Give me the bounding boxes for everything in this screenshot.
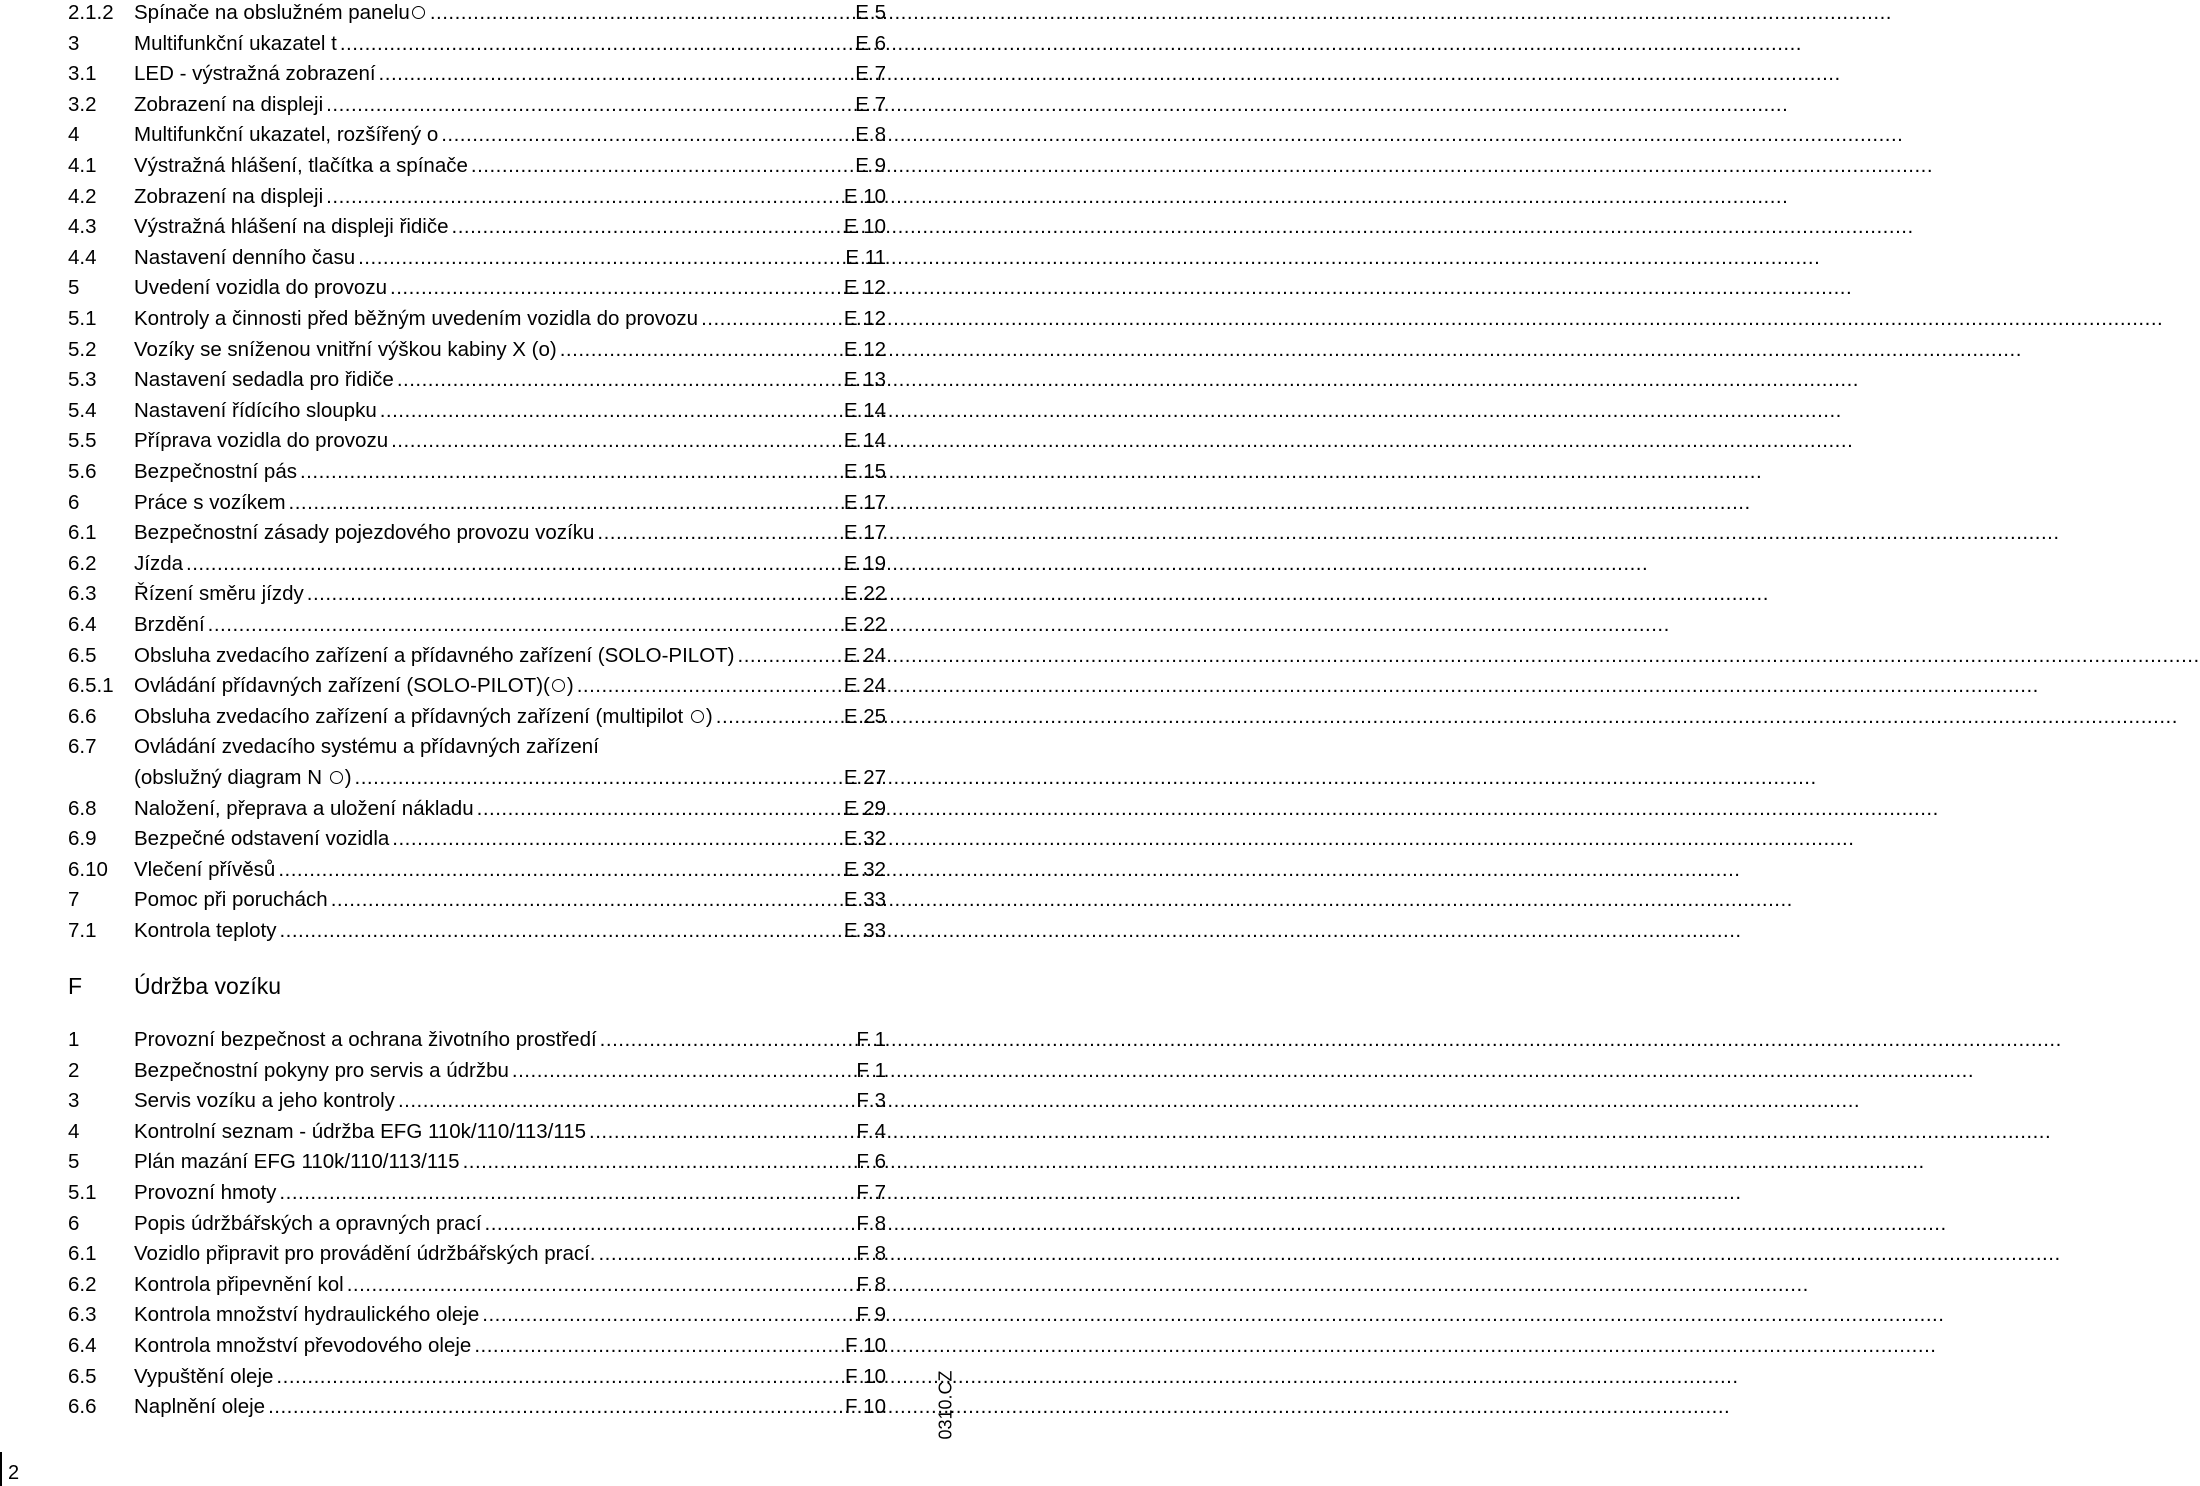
toc-entry[interactable] bbox=[68, 1145, 886, 1175]
toc-entry-page: E 25 bbox=[843, 705, 886, 728]
toc-entry-leader bbox=[331, 887, 841, 913]
toc-entry[interactable] bbox=[68, 1176, 886, 1206]
toc-entry-title bbox=[134, 1211, 482, 1237]
toc-entry-title-text: Brzdění bbox=[134, 613, 205, 636]
toc-entry-title-text: Obsluha zvedacího zařízení a přídavného zařízení (SOLO-PILOT) bbox=[134, 644, 735, 667]
toc-entry-leader bbox=[307, 581, 841, 607]
toc-entry-title bbox=[134, 1058, 509, 1084]
toc-entry-title-text: Naložení, přeprava a uložení nákladu bbox=[134, 797, 474, 820]
toc-entry[interactable] bbox=[68, 577, 886, 607]
toc-entry-title-text: Pomoc při poruchách bbox=[134, 888, 328, 911]
toc-entry-title-text: Servis vozíku a jeho kontroly bbox=[134, 1089, 395, 1112]
toc-entry-page: F 10 bbox=[844, 1334, 886, 1357]
toc-entry-number: 4.4 bbox=[68, 246, 97, 269]
toc-entry-title bbox=[134, 918, 276, 944]
toc-entry-title bbox=[134, 643, 735, 669]
option-circle-icon bbox=[412, 6, 425, 19]
toc-entry-number: 3 bbox=[68, 32, 80, 55]
toc-entry-number: 5.2 bbox=[68, 338, 97, 361]
toc-entry-page: E 12 bbox=[843, 276, 886, 299]
toc-entry-title-text: Kontrola připevnění kol bbox=[134, 1273, 344, 1296]
toc-entry-title-text: Zobrazení na displeji bbox=[134, 185, 324, 208]
toc-entry-number: 6.5.1 bbox=[68, 674, 114, 697]
toc-entry-leader bbox=[477, 796, 841, 822]
toc-entry-title bbox=[134, 0, 427, 26]
toc-entry-leader bbox=[289, 490, 841, 516]
toc-entry[interactable] bbox=[68, 363, 886, 393]
toc-entry-page: E 24 bbox=[843, 644, 886, 667]
toc-entry-page: E 32 bbox=[843, 858, 886, 881]
toc-entry-number: 6.3 bbox=[68, 1303, 97, 1326]
toc-entry-leader bbox=[512, 1058, 853, 1084]
toc-entry-title-text: Bezpečné odstavení vozidla bbox=[134, 827, 390, 850]
toc-entry-number: 2.1.2 bbox=[68, 1, 114, 24]
toc-entry-number: 5.1 bbox=[68, 307, 97, 330]
toc-entry-leader bbox=[430, 0, 852, 26]
section-letter: F bbox=[68, 973, 83, 999]
toc-entry-number: 6.6 bbox=[68, 705, 97, 728]
toc-entry-page: E 33 bbox=[843, 888, 886, 911]
toc-entry-title bbox=[134, 1272, 344, 1298]
toc-entry[interactable] bbox=[68, 0, 886, 26]
toc-entry-page: E 33 bbox=[843, 919, 886, 942]
toc-entry-title bbox=[134, 1302, 479, 1328]
toc-entry-leader bbox=[598, 1241, 853, 1267]
toc-entry-number: 6.6 bbox=[68, 1395, 97, 1418]
toc-entry-leader bbox=[379, 61, 853, 87]
toc-entry-title bbox=[134, 581, 304, 607]
toc-entry-title bbox=[134, 1149, 460, 1175]
section-title: Údržba vozíku bbox=[134, 973, 282, 999]
toc-entry[interactable] bbox=[68, 1023, 886, 1053]
toc-entry-leader bbox=[208, 612, 841, 638]
toc-entry-title-text: Nastavení sedadla pro řidiče bbox=[134, 368, 394, 391]
toc-entry-leader bbox=[701, 306, 841, 332]
toc-entry[interactable] bbox=[68, 241, 886, 271]
toc-entry-leader bbox=[392, 826, 841, 852]
toc-entry-leader bbox=[452, 214, 841, 240]
toc-entry[interactable] bbox=[68, 333, 886, 363]
toc-entry[interactable] bbox=[68, 394, 886, 424]
toc-entry-page: E 17 bbox=[843, 521, 886, 544]
toc-entry-title bbox=[134, 245, 355, 271]
toc-entry-number: 6.5 bbox=[68, 1365, 97, 1388]
toc-entry-title-text: Bezpečnostní zásady pojezdového provozu vozíku bbox=[134, 521, 595, 544]
toc-entry-number: 5.4 bbox=[68, 399, 97, 422]
toc-entry-page: E 29 bbox=[843, 797, 886, 820]
toc-entry[interactable] bbox=[68, 88, 886, 118]
toc-entry-page: E 11 bbox=[845, 246, 886, 269]
toc-entry-title bbox=[134, 459, 297, 485]
toc-entry[interactable] bbox=[68, 271, 886, 301]
toc-entry-leader bbox=[347, 1272, 854, 1298]
toc-entry-leader bbox=[560, 337, 841, 363]
toc-entry[interactable] bbox=[68, 180, 886, 210]
toc-entry[interactable] bbox=[68, 118, 886, 148]
page-number-text: 2 bbox=[8, 1462, 20, 1484]
toc-entry-title bbox=[134, 92, 323, 118]
toc-entry-title bbox=[134, 796, 474, 822]
toc-entry-leader bbox=[474, 1333, 842, 1359]
toc-entry-number: 6.4 bbox=[68, 613, 97, 636]
toc-entry[interactable] bbox=[68, 914, 886, 944]
toc-entry-title-text: Vozíky se sníženou vnitřní výškou kabiny X (o) bbox=[134, 338, 557, 361]
toc-entry-number: 6.2 bbox=[68, 552, 97, 575]
toc-entry-number: 6.8 bbox=[68, 797, 97, 820]
toc-entry-title bbox=[134, 1364, 273, 1390]
toc-entry-title bbox=[134, 826, 389, 852]
toc-entry-title-text: Výstražná hlášení, tlačítka a spínače bbox=[134, 154, 468, 177]
toc-entry-page: E 10 bbox=[843, 185, 886, 208]
toc-entry-number: 6.1 bbox=[68, 1242, 97, 1265]
toc-entry[interactable] bbox=[68, 792, 886, 822]
toc-entry-number: 6 bbox=[68, 491, 80, 514]
toc-entry-leader bbox=[482, 1302, 853, 1328]
toc-entry-number: 3.2 bbox=[68, 93, 97, 116]
toc-entry[interactable] bbox=[68, 1268, 886, 1298]
toc-entry-title-text: Řízení směru jízdy bbox=[134, 582, 304, 605]
toc-entry-number: 6.1 bbox=[68, 521, 97, 544]
toc-entry-leader bbox=[471, 153, 852, 179]
toc-entry-leader bbox=[278, 857, 841, 883]
toc-entry-page: F 7 bbox=[856, 1181, 886, 1204]
toc-entry-page: F 8 bbox=[856, 1212, 886, 1235]
toc-entry-title bbox=[134, 1180, 276, 1206]
toc-entry-leader bbox=[380, 398, 841, 424]
toc-entry-page: E 15 bbox=[843, 460, 886, 483]
toc-entry-title-text: Kontrola množství převodového oleje bbox=[134, 1334, 472, 1357]
toc-entry-title bbox=[134, 551, 183, 577]
toc-entry-page: E 9 bbox=[855, 154, 886, 177]
document-code-text: 0310.CZ bbox=[935, 1370, 956, 1440]
toc-entry-title bbox=[134, 1241, 595, 1267]
toc-entry-leader bbox=[463, 1149, 854, 1175]
toc-entry-leader bbox=[326, 92, 852, 118]
toc-entry-number: 7.1 bbox=[68, 919, 97, 942]
toc-entry-leader bbox=[358, 245, 842, 271]
toc-entry-page: E 22 bbox=[843, 582, 886, 605]
toc-entry-title bbox=[134, 704, 713, 730]
toc-entry-leader bbox=[340, 31, 852, 57]
option-circle-icon bbox=[330, 771, 343, 784]
toc-entry-leader bbox=[600, 1027, 854, 1053]
toc-entry-page: F 8 bbox=[856, 1242, 886, 1265]
toc-entry-leader bbox=[391, 428, 841, 454]
toc-entry-title bbox=[134, 31, 337, 57]
toc-entry-leader bbox=[300, 459, 841, 485]
toc-entry-number: 3 bbox=[68, 1089, 80, 1112]
toc-entry[interactable] bbox=[68, 210, 886, 240]
toc-entry[interactable] bbox=[68, 1115, 886, 1145]
toc-entry-title bbox=[134, 673, 574, 699]
toc-entry-title bbox=[134, 398, 377, 424]
toc-entry-title-text: (obslužný diagram N bbox=[134, 766, 328, 789]
toc-entry-page: E 17 bbox=[843, 491, 886, 514]
toc-entry-title bbox=[134, 184, 323, 210]
toc-entry-number: 5 bbox=[68, 1150, 80, 1173]
toc-entry-title-text: Vozidlo připravit pro provádění údržbářských prací. bbox=[134, 1242, 596, 1265]
toc-entry-title bbox=[134, 122, 438, 148]
toc-entry[interactable] bbox=[68, 149, 886, 179]
toc-entry-number: 4.3 bbox=[68, 215, 97, 238]
toc-entry[interactable] bbox=[68, 1207, 886, 1237]
toc-entry[interactable] bbox=[68, 822, 886, 852]
toc-entry-page: E 7 bbox=[855, 93, 886, 116]
toc-entry-title bbox=[134, 275, 387, 301]
toc-entry-title-text: Ovládání přídavných zařízení (SOLO-PILOT)( bbox=[134, 674, 550, 697]
toc-entry-leader bbox=[589, 1119, 853, 1145]
toc-entry-number: 6.7 bbox=[68, 735, 97, 758]
toc-entry-title bbox=[134, 1394, 265, 1420]
toc-entry-title-text: Provozní bezpečnost a ochrana životního prostředí bbox=[134, 1028, 597, 1051]
toc-entry[interactable] bbox=[68, 302, 886, 332]
toc-entry[interactable] bbox=[68, 1054, 886, 1084]
toc-entry-number: 1 bbox=[68, 1028, 80, 1051]
toc-entry-title-text: Uvedení vozidla do provozu bbox=[134, 276, 387, 299]
toc-entry-number: 2 bbox=[68, 1059, 80, 1082]
toc-entry-title-text: Multifunkční ukazatel, rozšířený o bbox=[134, 123, 439, 146]
toc-entry-title-text: Nastavení řídícího sloupku bbox=[134, 399, 377, 422]
toc-entry-page: E 22 bbox=[843, 613, 886, 636]
toc-entry-number: 5.3 bbox=[68, 368, 97, 391]
toc-entry-number: 6.2 bbox=[68, 1273, 97, 1296]
document-code bbox=[930, 1365, 962, 1445]
toc-entry-number: 5.5 bbox=[68, 429, 97, 452]
toc-entry-title bbox=[134, 1333, 471, 1359]
toc-entry-page: F 10 bbox=[844, 1365, 886, 1388]
toc-entry-number: 6.5 bbox=[68, 644, 97, 667]
toc-entry[interactable] bbox=[68, 1390, 886, 1420]
toc-entry[interactable] bbox=[68, 1084, 886, 1114]
toc-entry-number: 5 bbox=[68, 276, 80, 299]
toc-entry-page: E 7 bbox=[855, 62, 886, 85]
toc-entry-page: E 19 bbox=[843, 552, 886, 575]
toc-entry[interactable] bbox=[68, 883, 886, 913]
toc-entry-page: E 32 bbox=[843, 827, 886, 850]
toc-entry-title-text: Naplnění oleje bbox=[134, 1395, 266, 1418]
toc-entry-leader bbox=[398, 1088, 853, 1114]
toc-entry-title-text: Práce s vozíkem bbox=[134, 491, 286, 514]
toc-entry-leader bbox=[355, 765, 841, 791]
toc-entry[interactable] bbox=[68, 761, 886, 791]
toc-entry-page: E 5 bbox=[855, 1, 886, 24]
toc-entry-page: E 27 bbox=[843, 766, 886, 789]
toc-entry-leader bbox=[390, 275, 841, 301]
toc-entry-title-text: Vlečení přívěsů bbox=[134, 858, 276, 881]
toc-entry-title bbox=[134, 1088, 395, 1114]
toc-entry-title bbox=[134, 214, 449, 240]
toc-entry-title-text: LED - výstražná zobrazení bbox=[134, 62, 376, 85]
toc-entry-number: 5.6 bbox=[68, 460, 97, 483]
toc-entry-number: 6 bbox=[68, 1212, 80, 1235]
toc-entry-title-text: Provozní hmoty bbox=[134, 1181, 277, 1204]
toc-entry-page: F 9 bbox=[856, 1303, 886, 1326]
toc-entry[interactable] bbox=[68, 1298, 886, 1328]
toc-entry-leader bbox=[186, 551, 841, 577]
toc-entry-title-suffix: ) bbox=[566, 674, 574, 697]
toc-entry-page: E 10 bbox=[843, 215, 886, 238]
toc-entry-title-text: Obsluha zvedacího zařízení a přídavných zařízení (multipilot bbox=[134, 705, 689, 728]
toc-entry[interactable] bbox=[68, 57, 886, 87]
toc-entry-title bbox=[134, 490, 286, 516]
toc-entry-title-text: Kontrola teploty bbox=[134, 919, 277, 942]
toc-entry[interactable] bbox=[68, 1237, 886, 1267]
toc-entry-title-suffix: ) bbox=[344, 766, 352, 789]
toc-entry-title-text: Jízda bbox=[134, 552, 183, 575]
toc-entry[interactable] bbox=[68, 547, 886, 577]
toc-entry-title-text: Plán mazání EFG 110k/110/113/115 bbox=[134, 1150, 460, 1173]
toc-entry-title-text: Multifunkční ukazatel t bbox=[134, 32, 337, 55]
toc-entry[interactable] bbox=[68, 639, 886, 669]
toc-entry-title-text: Kontrolní seznam - údržba EFG 110k/110/113/115 bbox=[134, 1120, 587, 1143]
toc-entry-title-text: Kontrola množství hydraulického oleje bbox=[134, 1303, 480, 1326]
toc-entry-number: 3.1 bbox=[68, 62, 97, 85]
toc-entry-title bbox=[134, 1027, 597, 1053]
toc-entry-page: F 4 bbox=[856, 1120, 886, 1143]
toc-entry-title bbox=[134, 1119, 586, 1145]
toc-entry-number: 7 bbox=[68, 888, 80, 911]
toc-entry-leader bbox=[279, 1180, 853, 1206]
toc-entry[interactable] bbox=[68, 700, 886, 730]
toc-entry-number: 4 bbox=[68, 1120, 80, 1143]
toc-entry-number: 6.10 bbox=[68, 858, 108, 881]
toc-entry-number: 4 bbox=[68, 123, 80, 146]
toc-entry-title bbox=[134, 153, 468, 179]
toc-entry-number: 6.4 bbox=[68, 1334, 97, 1357]
toc-entry-page: F 3 bbox=[856, 1089, 886, 1112]
toc-entry[interactable] bbox=[68, 669, 886, 699]
toc-entry-page: F 6 bbox=[856, 1150, 886, 1173]
toc-entry-title bbox=[134, 337, 557, 363]
toc-entry-title-text: Výstražná hlášení na displeji řidiče bbox=[134, 215, 449, 238]
toc-entry-title-text: Bezpečnostní pokyny pro servis a údržbu bbox=[134, 1059, 509, 1082]
toc-entry-title bbox=[134, 367, 394, 393]
toc-entry-leader bbox=[738, 643, 841, 669]
toc-entry-title-text: Příprava vozidla do provozu bbox=[134, 429, 389, 452]
toc-entry-page: E 8 bbox=[855, 123, 886, 146]
toc-entry-page: E 14 bbox=[843, 429, 886, 452]
toc-entry-page: F 8 bbox=[856, 1273, 886, 1296]
toc-entry[interactable] bbox=[68, 853, 886, 883]
section-heading bbox=[68, 964, 886, 1000]
toc-entry-leader bbox=[485, 1211, 854, 1237]
toc-entry[interactable] bbox=[68, 516, 886, 546]
option-circle-icon bbox=[552, 679, 565, 692]
toc-entry-page: E 6 bbox=[855, 32, 886, 55]
toc-entry-leader bbox=[276, 1364, 842, 1390]
toc-entry-title-text: Bezpečnostní pás bbox=[134, 460, 297, 483]
toc-entry-title-text: Spínače na obslužném panelu bbox=[134, 1, 410, 24]
toc-entry-title bbox=[134, 612, 205, 638]
toc-entry-leader bbox=[397, 367, 841, 393]
toc-entry-leader bbox=[268, 1394, 842, 1420]
toc-entry-title-text: Popis údržbářských a opravných prací bbox=[134, 1212, 482, 1235]
toc-entry-leader bbox=[441, 122, 852, 148]
toc-entry-title bbox=[134, 61, 376, 87]
toc-entry-title bbox=[134, 306, 698, 332]
toc-entry[interactable] bbox=[68, 27, 886, 57]
toc-entry-page: E 12 bbox=[843, 307, 886, 330]
toc-entry-leader bbox=[597, 520, 840, 546]
toc-entry-page: F 10 bbox=[844, 1395, 886, 1418]
toc-entry-title bbox=[134, 428, 388, 454]
page-number bbox=[0, 1460, 19, 1486]
toc-entry-leader bbox=[326, 184, 841, 210]
toc-entry[interactable] bbox=[68, 1360, 886, 1390]
toc-entry-page: F 1 bbox=[856, 1059, 886, 1082]
toc-entry-title bbox=[134, 520, 594, 546]
toc-entry-title bbox=[134, 765, 352, 791]
toc-entry-title bbox=[134, 887, 328, 913]
toc-entry[interactable] bbox=[68, 455, 886, 485]
toc-entry-leader bbox=[577, 673, 841, 699]
option-circle-icon bbox=[691, 710, 704, 723]
toc-entry-page: F 1 bbox=[856, 1028, 886, 1051]
toc-entry-leader bbox=[279, 918, 840, 944]
toc-entry-page: E 12 bbox=[843, 338, 886, 361]
toc-entry-page: E 14 bbox=[843, 399, 886, 422]
toc-entry[interactable] bbox=[68, 1329, 886, 1359]
toc-entry-title-text: Nastavení denního času bbox=[134, 246, 356, 269]
toc-entry-number: 6.3 bbox=[68, 582, 97, 605]
toc-entry-title-text: Zobrazení na displeji bbox=[134, 93, 324, 116]
toc-entry-number: 5.1 bbox=[68, 1181, 97, 1204]
toc-entry-number: 6.9 bbox=[68, 827, 97, 850]
toc-entry-number: 4.2 bbox=[68, 185, 97, 208]
toc-entry-page: E 13 bbox=[843, 368, 886, 391]
toc-entry-title bbox=[134, 734, 599, 760]
toc-entry[interactable] bbox=[68, 424, 886, 454]
toc-entry-number: 4.1 bbox=[68, 154, 97, 177]
toc-entry[interactable] bbox=[68, 730, 886, 760]
toc-entry-title-text: Kontroly a činnosti před běžným uvedením vozidla do provozu bbox=[134, 307, 699, 330]
toc-entry[interactable] bbox=[68, 608, 886, 638]
toc-entry-leader bbox=[716, 704, 841, 730]
toc-entry-page: E 24 bbox=[843, 674, 886, 697]
toc-entry-title-text: Ovládání zvedacího systému a přídavných zařízení bbox=[134, 735, 599, 758]
toc-entry-title-suffix: ) bbox=[705, 705, 713, 728]
toc-entry-title bbox=[134, 857, 275, 883]
toc-entry-title-text: Vypuštění oleje bbox=[134, 1365, 274, 1388]
toc-entry[interactable] bbox=[68, 486, 886, 516]
